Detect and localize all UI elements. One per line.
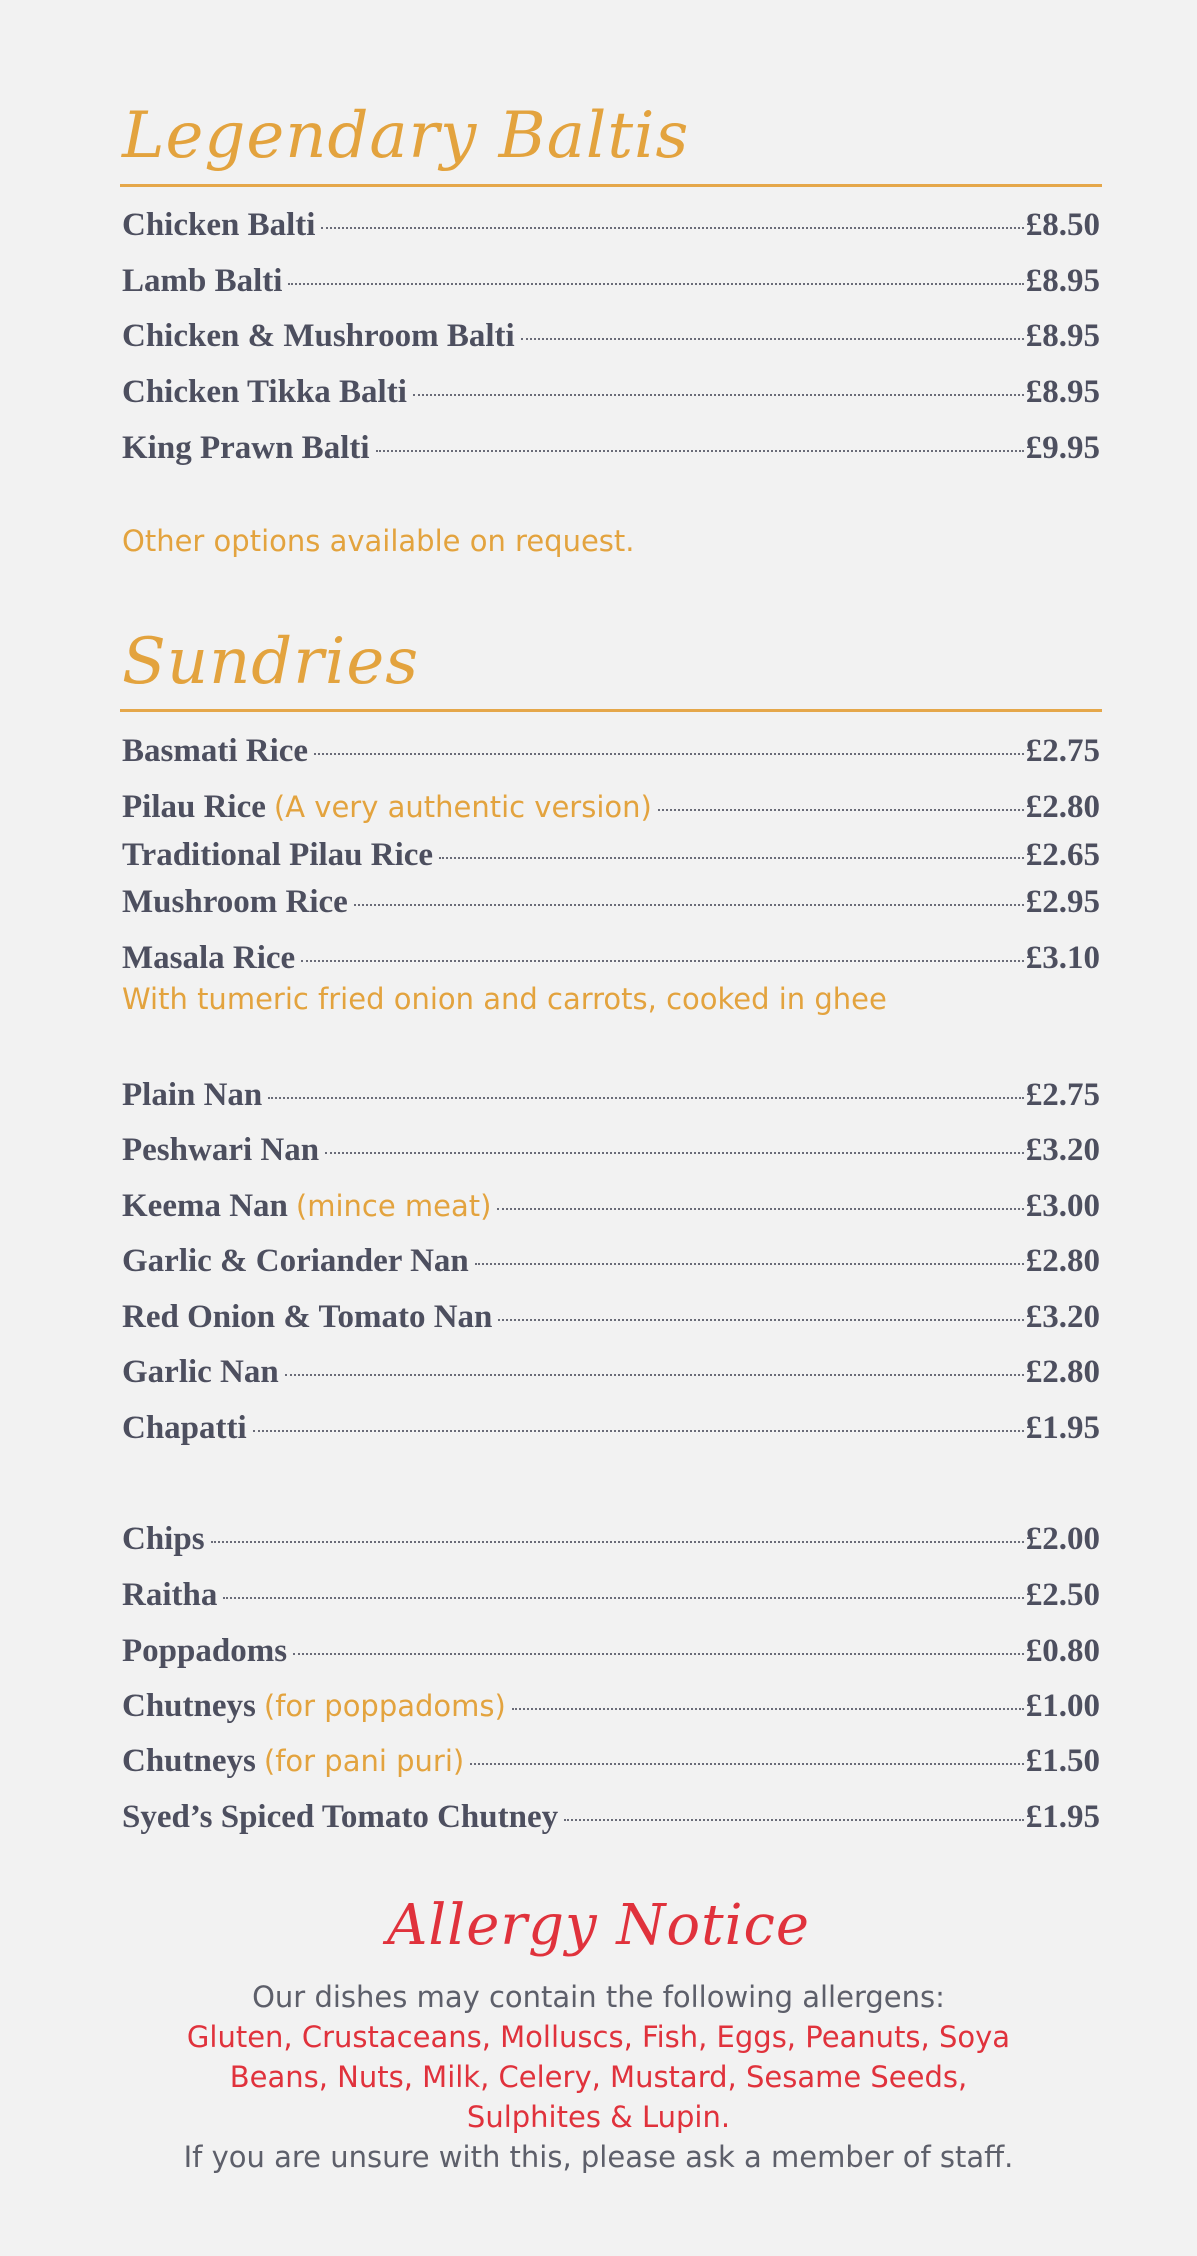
dot-leader: [288, 283, 1023, 285]
menu-item-price: £1.00: [1025, 1688, 1100, 1724]
menu-item-note: (for poppadoms): [263, 1689, 506, 1723]
menu-item-price: £8.95: [1025, 374, 1100, 410]
menu-item-name: Red Onion & Tomato Nan: [122, 1299, 493, 1335]
menu-item-name: Traditional Pilau Rice: [122, 837, 434, 873]
menu-item-name: Chapatti: [122, 1410, 247, 1446]
allergy-outro: If you are unsure with this, please ask a member of staff.: [183, 2140, 1014, 2174]
menu-item: [122, 1077, 1100, 1123]
menu-item-name: King Prawn Balti: [122, 430, 370, 466]
balti-options-note: Other options available on request.: [122, 524, 635, 558]
menu-item-name: Poppadoms: [122, 1633, 288, 1669]
menu-item-name: Plain Nan: [122, 1077, 263, 1113]
menu-item: [122, 789, 1100, 835]
menu-item-note: (for pani puri): [263, 1744, 465, 1778]
allergen-list-line: Sulphites & Lupin.: [466, 2100, 731, 2134]
dot-leader: [658, 809, 1024, 811]
balti-title-rule: [120, 184, 1102, 187]
menu-item: [122, 1688, 1100, 1734]
menu-item-price: £2.80: [1025, 1354, 1100, 1390]
menu-item-name: Mushroom Rice: [122, 884, 348, 920]
allergy-notice-title: Allergy Notice: [386, 1893, 811, 1958]
menu-item: [122, 1633, 1100, 1679]
dot-leader: [253, 1430, 1024, 1432]
menu-item-price: £2.80: [1025, 789, 1100, 825]
menu-item-price: £9.95: [1025, 430, 1100, 466]
dot-leader: [354, 904, 1024, 906]
menu-item: [122, 1799, 1100, 1845]
menu-item-name: Syed’s Spiced Tomato Chutney: [122, 1799, 559, 1835]
menu-item: [122, 1243, 1100, 1289]
balti-section-title: Legendary Baltis: [122, 99, 690, 173]
menu-item-price: £2.75: [1025, 1077, 1100, 1113]
menu-item-name: Chutneys: [122, 1743, 256, 1779]
menu-item: [122, 733, 1100, 779]
menu-item-name: Basmati Rice: [122, 733, 309, 769]
menu-item-name: Masala Rice: [122, 940, 296, 976]
dot-leader: [211, 1541, 1024, 1543]
menu-item-price: £2.95: [1025, 884, 1100, 920]
menu-item-name: Raitha: [122, 1577, 218, 1613]
menu-item-name: Chicken Balti: [122, 207, 316, 243]
dot-leader: [301, 960, 1024, 962]
menu-item: [122, 1188, 1100, 1234]
menu-item-price: £0.80: [1025, 1633, 1100, 1669]
menu-item-price: £3.20: [1025, 1299, 1100, 1335]
dot-leader: [223, 1597, 1023, 1599]
dot-leader: [376, 450, 1024, 452]
dot-leader: [497, 1208, 1023, 1210]
menu-item-price: £1.95: [1025, 1799, 1100, 1835]
menu-item-name: Garlic & Coriander Nan: [122, 1243, 469, 1279]
dot-leader: [268, 1097, 1023, 1099]
menu-item: [122, 1521, 1100, 1567]
menu-item-price: £1.50: [1025, 1743, 1100, 1779]
dot-leader: [293, 1653, 1024, 1655]
dot-leader: [512, 1708, 1024, 1710]
masala-rice-note: With tumeric fried onion and carrots, cooked in ghee: [122, 982, 887, 1016]
menu-item: [122, 1577, 1100, 1623]
menu-item: [122, 837, 1100, 883]
dot-leader: [285, 1374, 1024, 1376]
dot-leader: [564, 1819, 1024, 1821]
menu-item-price: £8.95: [1025, 263, 1100, 299]
menu-item: [122, 263, 1100, 309]
menu-item-name: Chicken Tikka Balti: [122, 374, 407, 410]
menu-item: [122, 1410, 1100, 1456]
allergen-list-line: Beans, Nuts, Milk, Celery, Mustard, Sesame Seeds,: [229, 2060, 968, 2094]
menu-item-price: £1.95: [1025, 1410, 1100, 1446]
menu-item-price: £2.80: [1025, 1243, 1100, 1279]
menu-item-name: Chicken & Mushroom Balti: [122, 318, 515, 354]
menu-item: [122, 318, 1100, 364]
dot-leader: [475, 1263, 1024, 1265]
dot-leader: [470, 1763, 1024, 1765]
menu-item-note: (mince meat): [295, 1189, 492, 1223]
menu-item: [122, 430, 1100, 476]
menu-item: [122, 207, 1100, 253]
dot-leader: [521, 338, 1024, 340]
menu-item: [122, 374, 1100, 420]
dot-leader: [413, 394, 1024, 396]
sundries-title-rule: [120, 709, 1102, 712]
menu-item: [122, 884, 1100, 930]
menu-item-name: Chips: [122, 1521, 205, 1557]
sundries-section-title: Sundries: [122, 625, 420, 699]
menu-item-name: Chutneys: [122, 1688, 256, 1724]
menu-item-price: £2.75: [1025, 733, 1100, 769]
menu-item-name: Keema Nan: [122, 1188, 288, 1224]
menu-item: [122, 940, 1100, 986]
menu-item-price: £8.95: [1025, 318, 1100, 354]
menu-item-name: Peshwari Nan: [122, 1132, 320, 1168]
menu-item-name: Pilau Rice: [122, 789, 266, 825]
menu-item-name: Garlic Nan: [122, 1354, 279, 1390]
menu-item-note: (A very authentic version): [273, 790, 652, 824]
menu-item-price: £2.00: [1025, 1521, 1100, 1557]
menu-item: [122, 1354, 1100, 1400]
menu-item: [122, 1299, 1100, 1345]
menu-item: [122, 1132, 1100, 1178]
menu-item-price: £2.50: [1025, 1577, 1100, 1613]
menu-item-price: £2.65: [1025, 837, 1100, 873]
menu-item-price: £3.00: [1025, 1188, 1100, 1224]
dot-leader: [439, 857, 1024, 859]
allergen-list-line: Gluten, Crustaceans, Molluscs, Fish, Eggs, Peanuts, Soya: [186, 2020, 1011, 2054]
menu-item-price: £3.10: [1025, 940, 1100, 976]
dot-leader: [314, 753, 1024, 755]
menu-item-name: Lamb Balti: [122, 263, 283, 299]
dot-leader: [498, 1319, 1023, 1321]
dot-leader: [321, 227, 1023, 229]
menu-item-price: £8.50: [1025, 207, 1100, 243]
allergy-intro: Our dishes may contain the following allergens:: [252, 1980, 945, 2014]
dot-leader: [325, 1152, 1024, 1154]
menu-item: [122, 1743, 1100, 1789]
menu-item-price: £3.20: [1025, 1132, 1100, 1168]
